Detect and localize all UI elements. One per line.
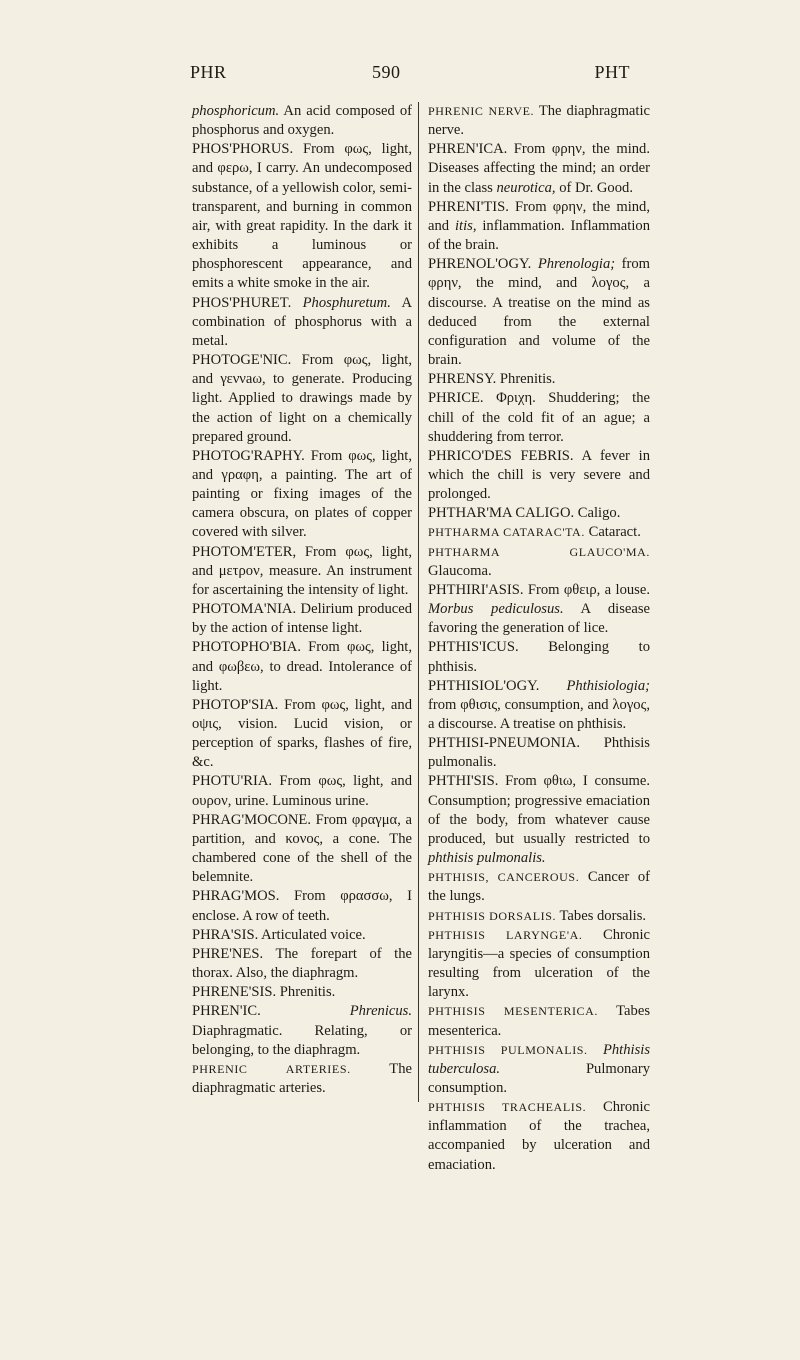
- dictionary-entry: phosphoricum. An acid composed of phosphorus and oxygen.: [192, 103, 412, 139]
- dictionary-entry: PHOTOMA'NIA. Delirium produced by the action of intense light.: [192, 601, 412, 637]
- header-left-guideword: PHR: [190, 62, 227, 82]
- dictionary-entry: PHRENI'TIS. From φρην, the mind, and itis, inflammation. Inflammation of the brain.: [428, 198, 650, 254]
- dictionary-entry: PHTHARMA CATARAC'TA. Cataract.: [428, 524, 641, 541]
- dictionary-entry: PHRAG'MOS. From φρασσω, I enclose. A row of teeth.: [192, 888, 412, 924]
- dictionary-entry: PHTHI'SIS. From φθιω, I consume. Consumption; progressive emaciation of the body, from whatever cause produced, but usually restricted to phthisis pulmonalis.: [428, 773, 650, 867]
- column-divider: [418, 102, 419, 1102]
- dictionary-entry: PHTHIRI'ASIS. From φθειρ, a louse. Morbus pediculosus. A disease favoring the generation of lice.: [428, 581, 650, 637]
- dictionary-entry: PHRAG'MOCONE. From φραγμα, a partition, and κονος, a cone. The chambered cone of the shell of the belemnite.: [192, 811, 412, 886]
- dictionary-entry: PHTHISIOL'OGY. Phthisiologia; from φθισις, consumption, and λογος, a discourse. A treatise on phthisis.: [428, 677, 650, 732]
- dictionary-entry: PHTHISIS DORSALIS. Tabes dorsalis.: [428, 907, 647, 924]
- dictionary-entry: PHRA'SIS. Articulated voice.: [192, 926, 366, 943]
- dictionary-entry: PHOS'PHORUS. From φως, light, and φερω, I carry. An undecomposed substance, of a yellowish color, semi-transparent, and burning in common air, with great rapidity. In the dark it exhibits a luminous or phosphorescent appearance, and emits a white smoke in the air.: [192, 141, 412, 292]
- dictionary-entry: PHRENOL'OGY. Phrenologia; from φρην, the mind, and λογος, a discourse. A treatise on the mind as deduced from the external configuration and volume of the brain.: [428, 256, 650, 369]
- dictionary-entry: PHOTOP'SIA. From φως, light, and οψις, vision. Lucid vision, or perception of sparks, flashes of fire, &c.: [192, 696, 412, 771]
- dictionary-entry: PHOTOG'RAPHY. From φως, light, and γραφη, a painting. The art of painting or fixing images of the camera obscura, on plates of copper covered with silver.: [192, 447, 412, 541]
- running-header: [190, 62, 630, 88]
- dictionary-entry: PHTHARMA GLAUCO'MA. Glaucoma.: [428, 544, 650, 579]
- page-number: 590: [372, 62, 401, 82]
- dictionary-entry: PHOTOGE'NIC. From φως, light, and γεννaω, to generate. Producing light. Applied to drawings made by the action of light on a chemically prepared ground.: [192, 352, 412, 445]
- dictionary-entry: PHREN'IC. Phrenicus. Diaphragmatic. Relating, or belonging, to the diaphragm.: [192, 1003, 412, 1058]
- dictionary-entry: PHTHAR'MA CALIGO. Caligo.: [428, 505, 621, 522]
- dictionary-entry: PHOTU'RIA. From φως, light, and ουρον, urine. Luminous urine.: [192, 773, 412, 809]
- dictionary-entry: PHTHISI-PNEUMONIA. Phthisis pulmonalis.: [428, 735, 650, 771]
- dictionary-entry: PHRICE. Φριχη. Shuddering; the chill of the cold fit of an ague; a shuddering from terror.: [428, 390, 650, 445]
- dictionary-entry: PHOTOM'ETER, From φως, light, and μετρον, measure. An instrument for ascertaining the intensity of light.: [192, 543, 412, 598]
- dictionary-entry: PHTHISIS TRACHEALIS. Chronic inflammation of the trachea, accompanied by ulceration and emaciation.: [428, 1099, 651, 1173]
- dictionary-entry: PHOTOPHO'BIA. From φως, light, and φωβεω, to dread. Intolerance of light.: [192, 639, 412, 694]
- dictionary-entry: PHREN'ICA. From φρην, the mind. Diseases affecting the mind; an order in the class neurotica, of Dr. Good.: [428, 141, 650, 196]
- left-column: [192, 102, 412, 1098]
- dictionary-entry: PHRE'NES. The forepart of the thorax. Also, the diaphragm.: [192, 945, 412, 982]
- dictionary-entry: PHRENSY. Phrenitis.: [428, 371, 556, 388]
- dictionary-entry: PHTHIS'ICUS. Belonging to phthisis.: [428, 639, 650, 675]
- dictionary-entry: PHTHISIS, CANCEROUS. Cancer of the lungs.: [428, 869, 650, 905]
- right-column: [428, 102, 650, 1175]
- dictionary-entry: PHRENIC ARTERIES. The diaphragmatic arteries.: [192, 1060, 412, 1096]
- dictionary-entry: PHTHISIS MESENTERICA. Tabes mesenterica.: [428, 1003, 650, 1039]
- dictionary-entry: PHRICO'DES FEBRIS. A fever in which the chill is very severe and prolonged.: [428, 447, 650, 503]
- dictionary-entry: PHRENIC NERVE. The diaphragmatic nerve.: [428, 103, 650, 139]
- dictionary-entry: PHTHISIS PULMONALIS. Phthisis tuberculosa. Pulmonary consumption.: [428, 1041, 650, 1096]
- dictionary-entry: PHRENE'SIS. Phrenitis.: [192, 984, 336, 1001]
- dictionary-entry: PHTHISIS LARYNGE'A. Chronic laryngitis—a species of consumption resulting from ulceration of the larynx.: [428, 926, 650, 1001]
- header-right-guideword: PHT: [594, 62, 630, 82]
- dictionary-entry: PHOS'PHURET. Phosphuretum. A combination of phosphorus with a metal.: [192, 294, 412, 349]
